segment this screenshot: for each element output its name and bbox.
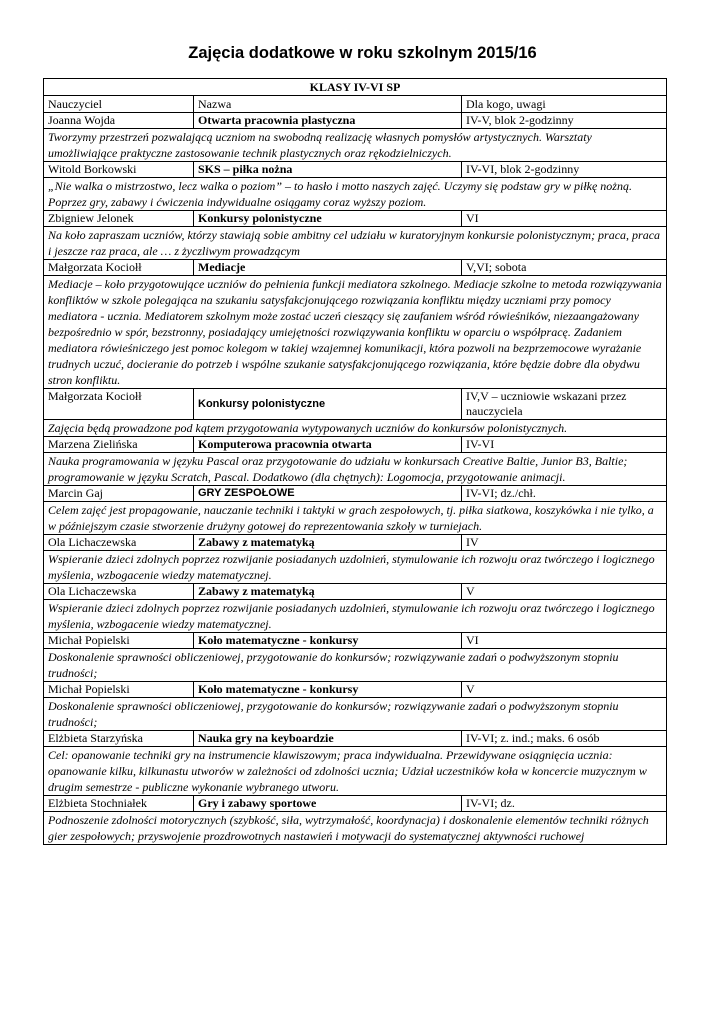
audience-cell: IV,V – uczniowie wskazani przez nauczyciela: [462, 389, 667, 420]
activity-name-cell: Zabawy z matematyką: [194, 584, 462, 600]
activity-name-cell: Otwarta pracownia plastyczna: [194, 113, 462, 129]
description-cell: Podnoszenie zdolności motorycznych (szybkość, siła, wytrzymałość, koordynacja) i doskonalenie elementów techniki różnych gier zespołowych; przyswojenie prozdrowotnych nastawień i motywacji do systematycznej aktywności ruchowej: [44, 812, 667, 845]
audience-cell: IV: [462, 535, 667, 551]
teacher-cell: Ola Lichaczewska: [44, 584, 194, 600]
section-header: KLASY IV-VI SP: [44, 79, 667, 96]
audience-cell: IV-VI; dz./chł.: [462, 486, 667, 502]
activity-name-cell: Konkursy polonistyczne: [194, 211, 462, 227]
teacher-cell: Zbigniew Jelonek: [44, 211, 194, 227]
activity-description-row: [44, 649, 667, 682]
activity-row: [44, 486, 667, 502]
teacher-cell: Małgorzata Kociołł: [44, 389, 194, 420]
document-title: Zajęcia dodatkowe w roku szkolnym 2015/16: [188, 44, 537, 62]
audience-cell: V,VI; sobota: [462, 260, 667, 276]
section-header-row: [44, 79, 667, 96]
description-cell: „Nie walka o mistrzostwo, lecz walka o poziom” – to hasło i motto naszych zajęć. Uczymy się podstaw gry w piłkę nożną. Poprzez gry, zabawy i ćwiczenia indywidualne osiągamy coraz wyższy poziom.: [44, 178, 667, 211]
activity-description-row: [44, 420, 667, 437]
description-cell: Zajęcia będą prowadzone pod kątem przygotowania wytypowanych uczniów do konkursów polonistycznych.: [44, 420, 667, 437]
teacher-cell: Ola Lichaczewska: [44, 535, 194, 551]
teacher-cell: Elżbieta Starzyńska: [44, 731, 194, 747]
activity-description-row: [44, 129, 667, 162]
activity-description-row: [44, 600, 667, 633]
teacher-cell: Marcin Gaj: [44, 486, 194, 502]
activity-description-row: [44, 812, 667, 845]
activity-row: [44, 260, 667, 276]
teacher-cell: Michał Popielski: [44, 682, 194, 698]
activity-description-row: [44, 502, 667, 535]
activity-name-cell: Koło matematyczne - konkursy: [194, 633, 462, 649]
audience-cell: IV-VI: [462, 437, 667, 453]
column-header-audience: Dla kogo, uwagi: [462, 96, 667, 113]
activity-description-row: [44, 747, 667, 796]
activity-row: [44, 211, 667, 227]
activities-table: [43, 78, 667, 845]
teacher-cell: Witold Borkowski: [44, 162, 194, 178]
audience-cell: VI: [462, 633, 667, 649]
activity-row: [44, 162, 667, 178]
activity-description-row: [44, 698, 667, 731]
teacher-cell: Małgorzata Kociołł: [44, 260, 194, 276]
teacher-cell: Marzena Zielińska: [44, 437, 194, 453]
activity-row: [44, 389, 667, 420]
description-cell: Celem zajęć jest propagowanie, nauczanie techniki i taktyki w grach zespołowych, tj. piłka siatkowa, koszykówka i nie tylko, a w późniejszym czasie stworzenie drużyny gotowej do reprezentowania szkoły w turniejach.: [44, 502, 667, 535]
teacher-cell: Elżbieta Stochniałek: [44, 796, 194, 812]
audience-cell: V: [462, 682, 667, 698]
activity-name-cell: Koło matematyczne - konkursy: [194, 682, 462, 698]
activity-name-cell: Mediacje: [194, 260, 462, 276]
activity-name-cell: Konkursy polonistyczne: [194, 389, 462, 420]
teacher-cell: Michał Popielski: [44, 633, 194, 649]
audience-cell: IV-VI; z. ind.; maks. 6 osób: [462, 731, 667, 747]
description-cell: Mediacje – koło przygotowujące uczniów do pełnienia funkcji mediatora szkolnego. Mediacje szkolne to metoda rozwiązywania konfliktów w szkole polegająca na szukaniu satysfakcjonującego rozwiązania konfliktu między uczniami przy pomocy mediatora - ucznia. Mediatorem szkolnym może zostać uczeń cieszący się zaufaniem wśród rówieśników, niezaangażowany bezpośrednio w spór, bezstronny, posiadający umiejętności rozwiązywania konfliktu w oparciu o współpracę. Zadaniem mediatora rówieśniczego jest pomoc kolegom w takiej wzajemnej komunikacji, która pozwoli na bezprzemocowe wyrażanie trudnych uczuć, docieranie do potrzeb i wspólne szukanie satysfakcjonującego rozwiązania, które będzie dobre dla obydwu stron konfliktu.: [44, 276, 667, 389]
activity-row: [44, 633, 667, 649]
teacher-cell: Joanna Wojda: [44, 113, 194, 129]
audience-cell: IV-V, blok 2-godzinny: [462, 113, 667, 129]
description-cell: Wspieranie dzieci zdolnych poprzez rozwijanie posiadanych uzdolnień, stymulowanie ich rozwoju oraz twórczego i logicznego myślenia, wzbogacenie wiedzy matematycznej.: [44, 551, 667, 584]
activity-description-row: [44, 551, 667, 584]
description-cell: Doskonalenie sprawności obliczeniowej, przygotowanie do konkursów; rozwiązywanie zadań o podwyższonym stopniu trudności;: [44, 649, 667, 682]
column-header-teacher: Nauczyciel: [44, 96, 194, 113]
audience-cell: IV-VI, blok 2-godzinny: [462, 162, 667, 178]
column-header-row: [44, 96, 667, 113]
activity-row: [44, 437, 667, 453]
activity-row: [44, 584, 667, 600]
description-cell: Nauka programowania w języku Pascal oraz przygotowanie do udziału w konkursach Creative Baltie, Junior B3, Baltie; programowanie w języku Scratch, Pascal. Dodatkowo (dla chętnych): Logomocja, przygotowanie animacji.: [44, 453, 667, 486]
audience-cell: V: [462, 584, 667, 600]
activity-name-cell: Zabawy z matematyką: [194, 535, 462, 551]
activity-row: [44, 731, 667, 747]
activity-name-cell: GRY ZESPOŁOWE: [194, 486, 462, 502]
description-cell: Doskonalenie sprawności obliczeniowej, przygotowanie do konkursów; rozwiązywanie zadań o podwyższonym stopniu trudności;: [44, 698, 667, 731]
audience-cell: VI: [462, 211, 667, 227]
activity-description-row: [44, 227, 667, 260]
description-cell: Wspieranie dzieci zdolnych poprzez rozwijanie posiadanych uzdolnień, stymulowanie ich rozwoju oraz twórczego i logicznego myślenia, wzbogacenie wiedzy matematycznej.: [44, 600, 667, 633]
activity-row: [44, 535, 667, 551]
column-header-name: Nazwa: [194, 96, 462, 113]
description-cell: Tworzymy przestrzeń pozwalającą uczniom na swobodną realizację własnych pomysłów artystycznych. Warsztaty umożliwiające praktyczne zastosowanie technik plastycznych oraz rękodzielniczych.: [44, 129, 667, 162]
activity-name-cell: Gry i zabawy sportowe: [194, 796, 462, 812]
activity-row: [44, 796, 667, 812]
activity-description-row: [44, 453, 667, 486]
description-cell: Cel: opanowanie techniki gry na instrumencie klawiszowym; praca indywidualna. Przewidywane osiągnięcia ucznia: opanowanie kilku, kilkunastu utworów w zależności od zdolności ucznia; Udział uczestników koła w koncercie muzycznym w drugim semestrze - publiczne wykonanie wybranego utworu.: [44, 747, 667, 796]
activity-name-cell: Nauka gry na keyboardzie: [194, 731, 462, 747]
activity-row: [44, 682, 667, 698]
activity-row: [44, 113, 667, 129]
activity-name-cell: SKS – piłka nożna: [194, 162, 462, 178]
activity-description-row: [44, 276, 667, 389]
activity-description-row: [44, 178, 667, 211]
description-cell: Na koło zapraszam uczniów, którzy stawiają sobie ambitny cel udziału w kuratoryjnym konkursie polonistycznym; praca, praca i jeszcze raz praca, ale … z życzliwym prowadzącym: [44, 227, 667, 260]
audience-cell: IV-VI; dz.: [462, 796, 667, 812]
activity-name-cell: Komputerowa pracownia otwarta: [194, 437, 462, 453]
